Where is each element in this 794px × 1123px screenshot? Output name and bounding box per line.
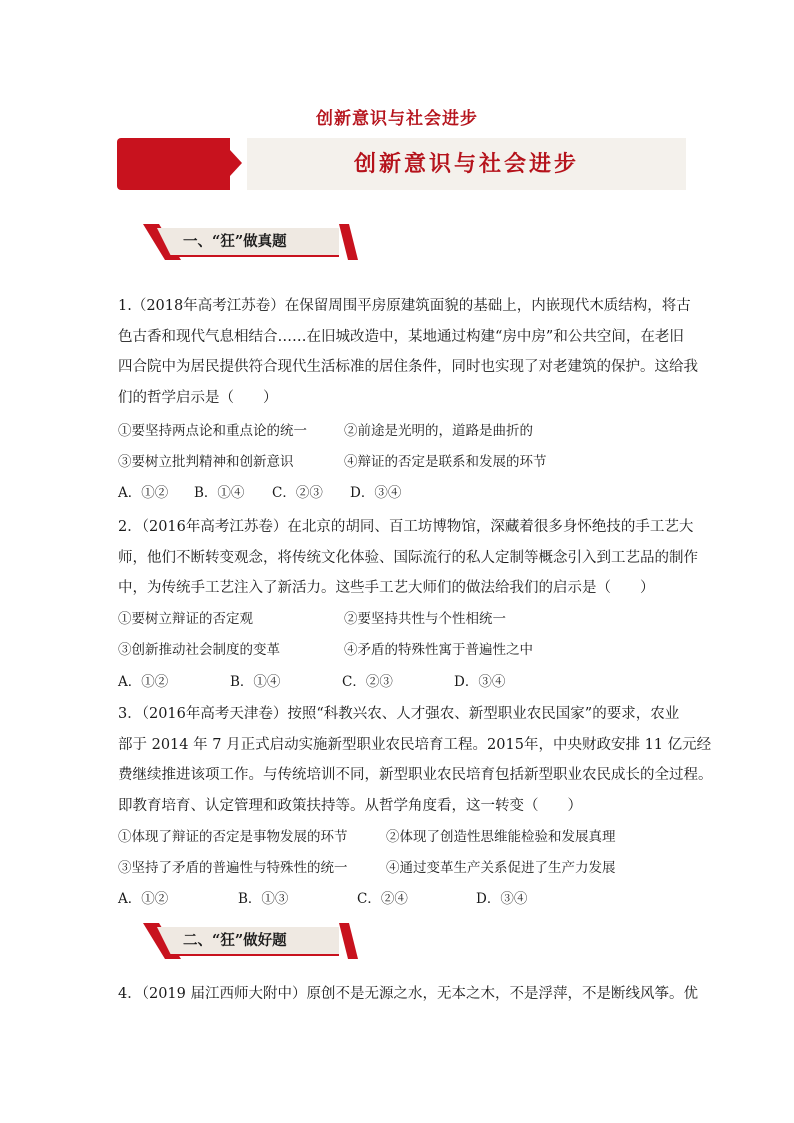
answer-c: C．②③ <box>272 485 323 501</box>
option-2: ②体现了创造性思维能检验和发展真理 <box>386 829 616 845</box>
option-3: ③创新推动社会制度的变革 <box>118 642 280 658</box>
question-3-answers <box>118 889 678 909</box>
stem-line: 们的哲学启示是（ ） <box>118 389 278 406</box>
section-badge-2 <box>143 921 383 961</box>
question-2-options-row-2 <box>118 640 678 660</box>
option-4: ④矛盾的特殊性寓于普遍性之中 <box>344 642 533 658</box>
banner-title: 创新意识与社会进步 <box>353 151 579 177</box>
stem-line: 2．（2016年高考江苏卷）在北京的胡同、百工坊博物馆，深藏着很多身怀绝技的手工艺大 <box>118 519 694 535</box>
answer-b: B．①④ <box>230 674 281 690</box>
question-1-options-row-2 <box>118 452 678 472</box>
answer-c: C．②④ <box>357 891 408 907</box>
answer-d: D．③④ <box>454 674 506 690</box>
section-badge-1 <box>143 222 383 262</box>
option-4: ④通过变革生产关系促进了生产力发展 <box>386 860 616 876</box>
section-label: 一、“狂”做真题 <box>183 233 287 250</box>
stem-line: 3．（2016年高考天津卷）按照“科教兴农、人才强农、新型职业农民国家”的要求，农业 <box>118 706 680 722</box>
stem-line: 部于 2014 年 7 月正式启动实施新型职业农民培育工程。2015年，中央财政安排 11 亿元经 <box>118 736 712 753</box>
answer-b: B．①③ <box>238 891 289 907</box>
option-1: ①体现了辩证的否定是事物发展的环节 <box>118 829 348 845</box>
question-1-answers <box>118 483 678 503</box>
question-4-stem <box>118 979 698 1010</box>
question-1-options-row-1 <box>118 421 678 441</box>
question-3-options-row-1 <box>118 827 678 847</box>
question-1-stem <box>118 291 698 413</box>
section-label: 二、“狂”做好题 <box>183 932 287 949</box>
question-3-options-row-2 <box>118 858 678 878</box>
stem-line: 色古香和现代气息相结合……在旧城改造中，某地通过构建“房中房”和公共空间，在老旧 <box>118 328 684 345</box>
question-2-stem <box>118 512 698 604</box>
banner-red-block <box>117 138 230 190</box>
title-banner <box>117 138 686 190</box>
option-1: ①要树立辩证的否定观 <box>118 611 253 627</box>
question-2-answers <box>118 672 678 692</box>
answer-a: A．①② <box>118 674 169 690</box>
stem-line: 中，为传统手工艺注入了新活力。这些手工艺大师们的做法给我们的启示是（ ） <box>118 580 655 596</box>
answer-d: D．③④ <box>476 891 528 907</box>
stem-line: 1.（2018年高考江苏卷）在保留周围平房原建筑面貌的基础上，内嵌现代木质结构，将古 <box>118 298 691 314</box>
answer-a: A．①② <box>118 891 169 907</box>
answer-b: B．①④ <box>194 485 245 501</box>
document-title: 创新意识与社会进步 <box>316 109 478 129</box>
stem-line: 四合院中为居民提供符合现代生活标准的居住条件，同时也实现了对老建筑的保护。这给我 <box>118 359 698 375</box>
stem-line: 即教育培育、认定管理和政策扶持等。从哲学角度看，这一转变（ ） <box>118 797 582 814</box>
question-2-options-row-1 <box>118 609 678 629</box>
stem-line: 4．（2019 届江西师大附中）原创不是无源之水，无本之木，不是浮萍，不是断线风筝。优 <box>118 986 698 1002</box>
question-3-stem <box>118 699 713 821</box>
option-1: ①要坚持两点论和重点论的统一 <box>118 423 307 439</box>
option-4: ④辩证的否定是联系和发展的环节 <box>344 454 547 470</box>
option-2: ②前途是光明的，道路是曲折的 <box>344 423 533 439</box>
option-2: ②要坚持共性与个性相统一 <box>344 611 506 627</box>
banner-arrow-icon <box>230 150 242 176</box>
answer-c: C．②③ <box>342 674 393 690</box>
stem-line: 费继续推进该项工作。与传统培训不同，新型职业农民培育包括新型职业农民成长的全过程。 <box>118 767 713 783</box>
option-3: ③坚持了矛盾的普遍性与特殊性的统一 <box>118 860 348 876</box>
answer-a: A．①② <box>118 485 169 501</box>
answer-d: D．③④ <box>350 485 402 501</box>
option-3: ③要树立批判精神和创新意识 <box>118 454 294 470</box>
stem-line: 师，他们不断转变观念，将传统文化体验、国际流行的私人定制等概念引入到工艺品的制作 <box>118 549 698 566</box>
